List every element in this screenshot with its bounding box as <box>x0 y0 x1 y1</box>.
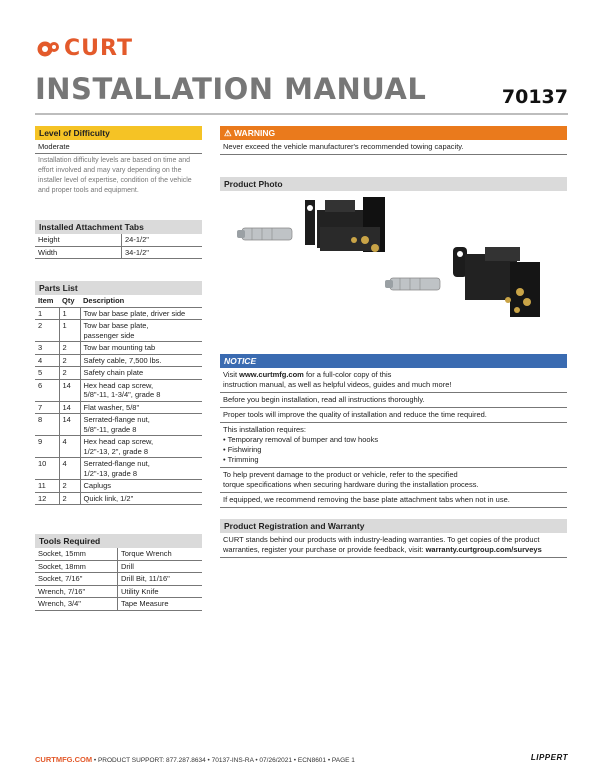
part-quantity: 1 <box>59 320 80 342</box>
table-row <box>35 548 202 560</box>
footer <box>35 755 568 764</box>
table-row <box>35 307 202 320</box>
part-item-number: 3 <box>35 342 59 355</box>
registration-heading: Product Registration and Warranty <box>220 519 567 533</box>
attachment-tabs-section <box>35 220 202 259</box>
website-link[interactable]: www.curtmfg.com <box>239 370 304 379</box>
page-title: INSTALLATION MANUAL <box>35 72 427 106</box>
notice-equipped: If equipped, we recommend removing the base plate attachment tabs when not in use. <box>220 493 567 508</box>
part-quantity: 2 <box>59 354 80 367</box>
warning-heading-label: WARNING <box>234 128 276 138</box>
part-quantity: 4 <box>59 458 80 480</box>
notice-section <box>220 354 567 508</box>
table-row <box>35 436 202 458</box>
table-row <box>35 246 202 259</box>
table-row <box>35 354 202 367</box>
table-row <box>35 458 202 480</box>
column-header-qty: Qty <box>59 295 80 307</box>
difficulty-section <box>35 126 202 198</box>
notice-before: Before you begin installation, read all instructions thoroughly. <box>220 393 567 408</box>
product-photo <box>225 192 565 342</box>
notice-torque: To help prevent damage to the product or vehicle, refer to the specified torque specifications when securing hardware during the installation process. <box>220 468 567 493</box>
brand-name: CURT <box>64 36 133 61</box>
table-row <box>35 342 202 355</box>
part-item-number: 7 <box>35 401 59 414</box>
table-row <box>35 367 202 380</box>
part-description: Tow bar mounting tab <box>80 342 202 355</box>
notice-requirements <box>220 423 567 468</box>
notice-visit-prefix: Visit <box>223 370 240 379</box>
table-row <box>35 234 202 246</box>
difficulty-level: Moderate <box>35 140 202 154</box>
difficulty-description: Installation difficulty levels are based on time and effort involved and may vary depending on the installer level of expertise, condition of the vehicle and proper tools and equipment. <box>38 157 192 194</box>
tools-table <box>35 548 202 611</box>
product-photo-heading: Product Photo <box>220 177 567 191</box>
tool-name: Tape Measure <box>118 598 203 611</box>
table-row <box>35 320 202 342</box>
table-row <box>35 414 202 436</box>
tool-name: Wrench, 7/16" <box>35 585 118 598</box>
part-description: Caplugs <box>80 480 202 493</box>
table-row <box>35 379 202 401</box>
registration-text <box>220 533 567 558</box>
part-item-number: 8 <box>35 414 59 436</box>
parts-list-section <box>35 281 202 505</box>
footer-website-link[interactable]: CURTMFG.COM <box>35 755 93 764</box>
part-description: Hex head cap screw, 1/2"-13, 2", grade 8 <box>80 436 202 458</box>
tool-name: Drill Bit, 11/16" <box>118 573 203 586</box>
attachment-tabs-heading: Installed Attachment Tabs <box>35 220 202 234</box>
warning-text: Never exceed the vehicle manufacturer's recommended towing capacity. <box>220 140 567 155</box>
part-item-number: 9 <box>35 436 59 458</box>
tool-name: Socket, 18mm <box>35 560 118 573</box>
part-item-number: 6 <box>35 379 59 401</box>
table-row <box>35 492 202 505</box>
curt-logo <box>36 36 133 61</box>
tool-name: Socket, 15mm <box>35 548 118 560</box>
part-quantity: 14 <box>59 401 80 414</box>
attachment-tabs-table <box>35 234 202 259</box>
table-row <box>35 585 202 598</box>
table-row <box>35 573 202 586</box>
part-description: Quick link, 1/2" <box>80 492 202 505</box>
part-item-number: 11 <box>35 480 59 493</box>
mounting-pin-left-image <box>237 228 292 240</box>
part-item-number: 10 <box>35 458 59 480</box>
column-header-description: Description <box>80 295 202 307</box>
tow-bar-bracket-left-image <box>305 197 385 252</box>
difficulty-heading: Level of Difficulty <box>35 126 202 140</box>
part-quantity: 2 <box>59 367 80 380</box>
list-item: • Temporary removal of bumper and tow hooks <box>223 435 564 445</box>
parts-list-table <box>35 295 202 505</box>
requirements-heading: This installation requires: <box>223 425 306 434</box>
part-description: Serrated-flange nut, 1/2"-13, grade 8 <box>80 458 202 480</box>
part-number: 70137 <box>501 86 568 108</box>
table-row <box>35 598 202 611</box>
part-quantity: 1 <box>59 307 80 320</box>
curt-gear-icon <box>36 39 60 59</box>
part-description: Tow bar base plate, driver side <box>80 307 202 320</box>
lippert-logo: LIPPERT <box>530 753 568 762</box>
dimension-value: 34-1/2" <box>122 246 203 259</box>
dimension-label: Height <box>35 234 122 246</box>
notice-visit-suffix: for a full-color copy of this instruction manual, as well as helpful videos, guides and much more! <box>223 370 452 389</box>
dimension-value: 24-1/2" <box>122 234 203 246</box>
mounting-pin-right-image <box>385 278 440 290</box>
warranty-link[interactable]: warranty.curtgroup.com/surveys <box>425 545 542 554</box>
tools-heading: Tools Required <box>35 534 202 548</box>
list-item: • Trimming <box>223 455 564 465</box>
tow-bar-bracket-right-image <box>453 247 540 317</box>
registration-section <box>220 519 567 558</box>
tool-name: Socket, 7/16" <box>35 573 118 586</box>
footer-info: • PRODUCT SUPPORT: 877.287.8634 • 70137-INS-RA • 07/26/2021 • ECN8601 • PAGE 1 <box>92 757 355 764</box>
part-quantity: 14 <box>59 414 80 436</box>
tool-name: Wrench, 3/4" <box>35 598 118 611</box>
column-header-item: Item <box>35 295 59 307</box>
warning-triangle-icon: ⚠ <box>224 128 232 138</box>
table-row <box>35 480 202 493</box>
product-photo-section <box>220 177 567 191</box>
warning-section <box>220 126 567 155</box>
part-quantity: 2 <box>59 480 80 493</box>
part-quantity: 14 <box>59 379 80 401</box>
parts-list-heading: Parts List <box>35 281 202 295</box>
part-description: Flat washer, 5/8" <box>80 401 202 414</box>
part-quantity: 2 <box>59 342 80 355</box>
warning-heading <box>220 126 567 140</box>
part-description: Serrated-flange nut, 5/8"-11, grade 8 <box>80 414 202 436</box>
part-description: Tow bar base plate, passenger side <box>80 320 202 342</box>
part-item-number: 1 <box>35 307 59 320</box>
part-quantity: 2 <box>59 492 80 505</box>
tools-section <box>35 534 202 611</box>
registration-body: CURT stands behind our products with industry-leading warranties. To get copies of the product warranties, register your purchase or provide feedback, visit: <box>223 535 540 554</box>
notice-heading: NOTICE <box>220 354 567 368</box>
part-description: Safety cable, 7,500 lbs. <box>80 354 202 367</box>
list-item: • Fishwiring <box>223 445 564 455</box>
part-item-number: 12 <box>35 492 59 505</box>
part-item-number: 5 <box>35 367 59 380</box>
tool-name: Torque Wrench <box>118 548 203 560</box>
part-item-number: 2 <box>35 320 59 342</box>
notice-proper-tools: Proper tools will improve the quality of installation and reduce the time required. <box>220 408 567 423</box>
part-quantity: 4 <box>59 436 80 458</box>
header-divider <box>35 113 568 115</box>
part-description: Safety chain plate <box>80 367 202 380</box>
notice-visit <box>220 368 567 393</box>
tool-name: Drill <box>118 560 203 573</box>
tool-name: Utility Knife <box>118 585 203 598</box>
part-description: Hex head cap screw, 5/8"-11, 1-3/4", grade 8 <box>80 379 202 401</box>
table-row <box>35 401 202 414</box>
dimension-label: Width <box>35 246 122 259</box>
part-item-number: 4 <box>35 354 59 367</box>
table-row <box>35 560 202 573</box>
